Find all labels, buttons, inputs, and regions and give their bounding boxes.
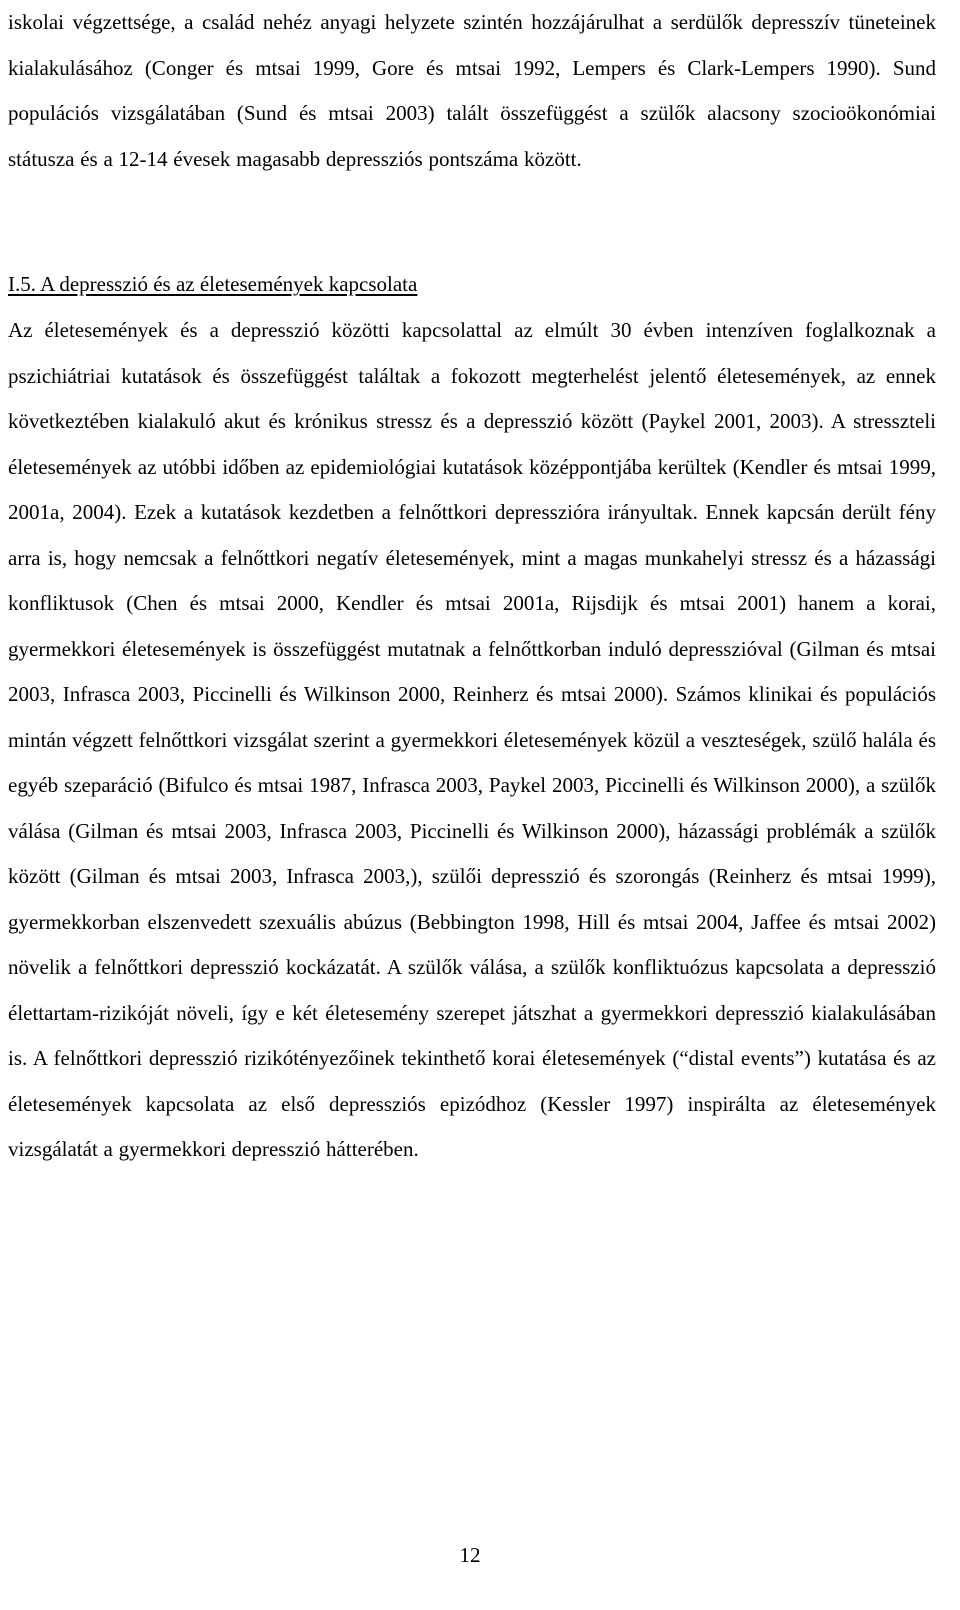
paragraph-life-events: Az életesemények és a depresszió közötti kapcsolattal az elmúlt 30 évben intenzíven foglalkoznak a pszichiátriai kutatások és összefüggést találtak a fokozott megterhelést jelentő életesemények, az ennek következtében kialakuló akut és krónikus stressz és a depresszió között (Paykel 2001, 2003). A stresszteli életesemények az utóbbi időben az epidemiológiai kutatások középpontjába kerültek (Kendler és mtsai 1999, 2001a, 2004). Ezek a kutatások kezdetben a felnőttkori depresszióra irányultak. Ennek kapcsán derült fény arra is, hogy nemcsak a felnőttkori negatív életesemények, mint a magas munkahelyi stressz és a házassági konfliktusok (Chen és mtsai 2000, Kendler és mtsai 2001a, Rijsdijk és mtsai 2001) hanem a korai, gyermekkori életesemények is összefüggést mutatnak a felnőttkorban induló depresszióval (Gilman és mtsai 2003, Infrasca 2003, Piccinelli és Wilkinson 2000, Reinherz és mtsai 2000). Számos klinikai és populációs mintán végzett felnőttkori vizsgálat szerint a gyermekkori életesemények közül a veszteségek, szülő halála és egyéb szeparáció (Bifulco és mtsai 1987, Infrasca 2003, Paykel 2003, Piccinelli és Wilkinson 2000), a szülők válása (Gilman és mtsai 2003, Infrasca 2003, Piccinelli és Wilkinson 2000), házassági problémák a szülők között (Gilman és mtsai 2003, Infrasca 2003,), szülői depresszió és szorongás (Reinherz és mtsai 1999), gyermekkorban elszenvedett szexuális abúzus (Bebbington 1998, Hill és mtsai 2004, Jaffee és mtsai 2002) növelik a felnőttkori depresszió kockázatát. A szülők válása, a szülők konfliktuózus kapcsolata a depresszió élettartam-rizikóját növeli, így e két életesemény szerepet játszhat a gyermekkori depresszió kialakulásában is. A felnőttkori depresszió rizikótényezőinek tekinthető korai életesemények (“distal events”) kutatása és az életesemények kapcsolata az első depressziós epizódhoz (Kessler 1997) inspirálta az életesemények vizsgálatát a gyermekkori depresszió hátterében. (8, 318, 936, 1161)
page-number: 12 (459, 1543, 481, 1567)
paragraph-socioeconomic: iskolai végzettsége, a család nehéz anyagi helyzete szintén hozzájárulhat a serdülők depresszív tüneteinek kialakulásához (Conger és mtsai 1999, Gore és mtsai 1992, Lempers és Clark-Lempers 1990). Sund populációs vizsgálatában (Sund és mtsai 2003) talált összefüggést a szülők alacsony szocioökonómiai státusza és a 12-14 évesek magasabb depressziós pontszáma között. (8, 10, 936, 171)
section-heading: I.5. A depresszió és az életesemények kapcsolata (8, 272, 418, 296)
